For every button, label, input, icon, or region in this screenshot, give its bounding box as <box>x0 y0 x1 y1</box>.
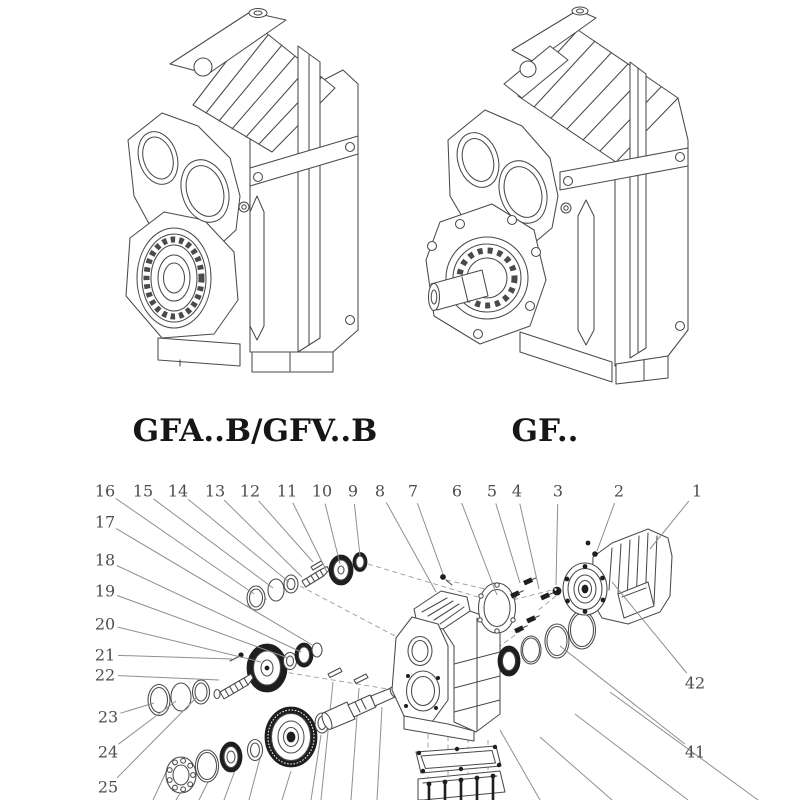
motor-parts <box>563 529 672 624</box>
leader-line-16 <box>116 498 254 594</box>
leader-line-23 <box>120 703 154 713</box>
leader-line-3 <box>556 504 558 585</box>
callout-label-3: 3 <box>552 481 564 501</box>
leader-line-7 <box>417 503 443 574</box>
callout-label-5: 5 <box>486 481 498 501</box>
leader-line-8 <box>386 502 436 592</box>
leader-line-14 <box>188 499 289 582</box>
callout-label-6: 6 <box>451 481 463 501</box>
intermediate-shaft-parts <box>148 643 322 716</box>
callout-label-17: 17 <box>94 512 116 532</box>
gearbox-drawing-gf <box>400 0 720 400</box>
leader-line-18 <box>117 566 301 653</box>
leader-line-41 <box>560 646 685 744</box>
leader-line-15 <box>153 499 273 588</box>
model-label-gf: GF.. <box>511 413 579 449</box>
callout-label-24: 24 <box>97 742 119 762</box>
callout-label-20: 20 <box>94 614 116 634</box>
gearbox-drawing-gfab-gfv <box>100 0 400 400</box>
callout-label-25: 25 <box>97 777 119 797</box>
callout-label-8: 8 <box>374 481 386 501</box>
leader-line-10 <box>325 504 340 564</box>
callout-label-23: 23 <box>97 707 119 727</box>
leader-line-1 <box>650 501 689 549</box>
callout-label-13: 13 <box>204 481 226 501</box>
leader-line-11 <box>293 503 327 572</box>
input-shaft-parts <box>247 553 367 611</box>
leader-line-6 <box>462 503 497 595</box>
callout-label-19: 19 <box>94 581 116 601</box>
callout-label-42: 42 <box>684 673 706 693</box>
leader-line-21 <box>118 655 232 659</box>
callout-label-22: 22 <box>94 665 116 685</box>
right-gearbox-art <box>426 7 688 384</box>
callout-label-16: 16 <box>94 481 116 501</box>
leader-line-24 <box>118 701 176 744</box>
callout-label-11: 11 <box>276 481 298 501</box>
leader-line-4 <box>520 504 539 589</box>
leader-line-22 <box>118 676 219 680</box>
leader-line-12 <box>259 501 313 562</box>
callout-label-7: 7 <box>407 481 419 501</box>
callout-label-14: 14 <box>167 481 189 501</box>
callout-label-1: 1 <box>691 481 703 501</box>
leader-line-20 <box>118 627 261 662</box>
callout-label-15: 15 <box>132 481 154 501</box>
exploded-parts-diagram <box>0 460 800 800</box>
callout-label-21: 21 <box>94 645 116 665</box>
callout-label-2: 2 <box>613 481 625 501</box>
callout-label-9: 9 <box>347 481 359 501</box>
callout-label-18: 18 <box>94 550 116 570</box>
model-label-gfab-gfv: GFA..B/GFV..B <box>132 413 378 449</box>
left-gearbox-art <box>126 9 358 373</box>
callout-label-10: 10 <box>311 481 333 501</box>
callout-label-4: 4 <box>511 481 523 501</box>
callout-label-41: 41 <box>684 742 706 762</box>
leader-line-5 <box>496 503 520 583</box>
callout-label-12: 12 <box>239 481 261 501</box>
leader-line-9 <box>354 504 360 556</box>
